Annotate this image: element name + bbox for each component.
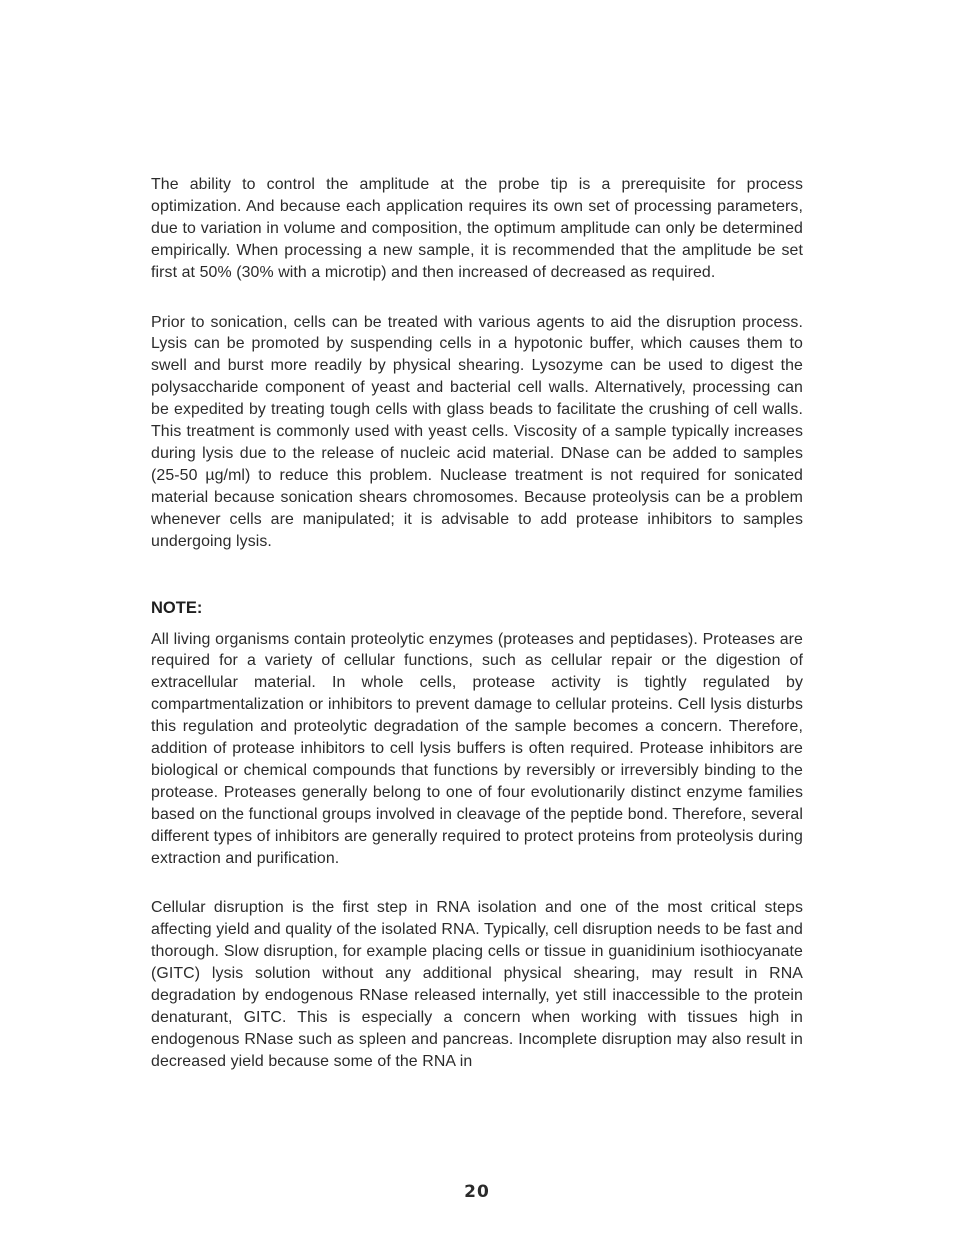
paragraph-note-proteases: All living organisms contain proteolytic enzymes (proteases and peptidases). Proteases are required for a variety of cellular functions, such as cellular repair or the digestion of extracellular material. In whole cells, protease activity is tightly regulated by compartmentalization or inhibitors to prevent damage to cellular proteins. Cell lysis disturbs this regulation and proteolytic degradation of the sample becomes a concern. Therefore, addition of protease inhibitors to cell lysis buffers is often required. Protease inhibitors are biological or chemical compounds that functions by reversibly or irreversibly binding to the protease. Proteases generally belong to one of four evolutionarily distinct enzyme families based on the functional groups involved in cleavage of the peptide bond. Therefore, several different types of inhibitors are generally required to protect proteins from proteolysis during extraction and purification. bbox=[151, 630, 803, 867]
paragraph-amplitude-control: The ability to control the amplitude at the probe tip is a prerequisite for process optimization. And because each application requires its own set of processing parameters, due to variation in volume and composition, the optimum amplitude can only be determined empirically. When processing a new sample, it is recommended that the amplitude be set first at 50% (30% with a microtip) and then increased of decreased as required. bbox=[151, 176, 803, 281]
note-heading: NOTE: bbox=[151, 598, 203, 617]
paragraph-sonication-pretreatment: Prior to sonication, cells can be treated with various agents to aid the disruption process. Lysis can be promoted by suspending cells in a hypotonic buffer, which causes them to swell and burst more readily by physical shearing. Lysozyme can be used to digest the polysaccharide component of yeast and bacterial cell walls. Alternatively, processing can be expedited by treating tough cells with glass beads to facilitate the crushing of cell walls. This treatment is commonly used with yeast cells. Viscosity of a sample typically increases during lysis due to the release of nucleic acid material. DNase can be added to samples (25-50 µg/ml) to reduce this problem. Nuclease treatment is not required for sonicated material because sonication shears chromosomes. Because proteolysis can be a problem whenever cells are manipulated; it is advisable to add protease inhibitors to samples undergoing lysis. bbox=[151, 313, 803, 550]
page-number: 20 bbox=[464, 1182, 490, 1202]
paragraph-rna-disruption: Cellular disruption is the first step in RNA isolation and one of the most critical steps affecting yield and quality of the isolated RNA. Typically, cell disruption needs to be fast and thorough. Slow disruption, for example placing cells or tissue in guanidinium isothiocyanate (GITC) lysis solution without any additional physical shearing, may result in RNA degradation by endogenous RNase released internally, yet still inaccessible to the protein denaturant, GITC. This is especially a concern when working with tissues high in endogenous RNase such as spleen and pancreas. Incomplete disruption may also result in decreased yield because some of the RNA in bbox=[151, 899, 803, 1070]
page-body bbox=[151, 174, 803, 1073]
